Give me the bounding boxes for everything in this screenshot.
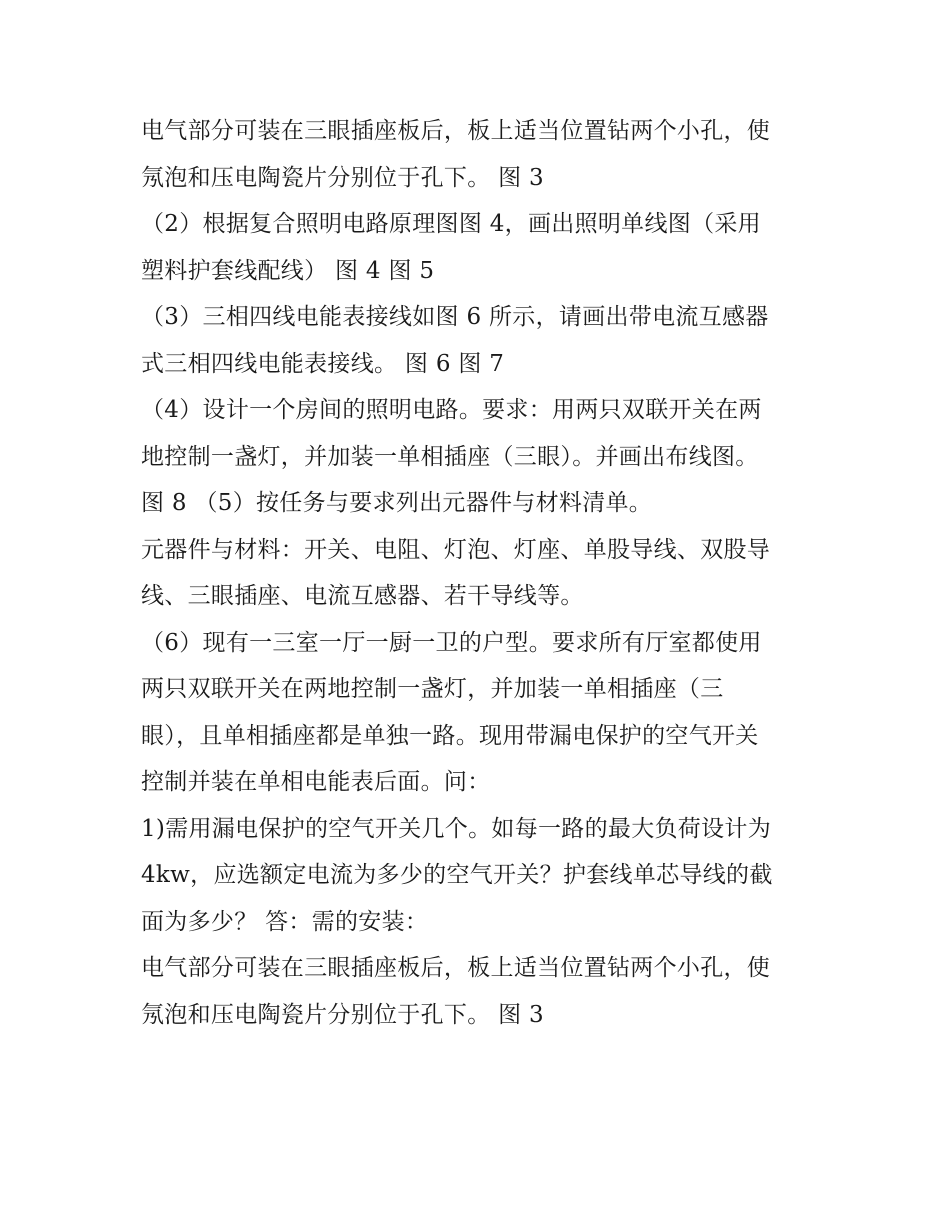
text-line: 1)需用漏电保护的空气开关几个。如每一路的最大负荷设计为 bbox=[141, 815, 772, 842]
text-line: （4）设计一个房间的照明电路。要求：用两只双联开关在两 bbox=[141, 397, 762, 423]
text-line: 电气部分可装在三眼插座板后，板上适当位置钻两个小孔，使 bbox=[141, 955, 771, 981]
text-line: 电气部分可装在三眼插座板后，板上适当位置钻两个小孔，使 bbox=[141, 118, 771, 144]
text-line: 图 8 （5）按任务与要求列出元器件与材料清单。 bbox=[141, 490, 653, 516]
text-line: 氖泡和压电陶瓷片分别位于孔下。 图 3 bbox=[141, 164, 544, 191]
text-line: 氖泡和压电陶瓷片分别位于孔下。 图 3 bbox=[141, 1001, 544, 1028]
text-line: 式三相四线电能表接线。 图 6 图 7 bbox=[141, 350, 505, 377]
text-line: 两只双联开关在两地控制一盏灯，并加装一单相插座（三 bbox=[141, 676, 724, 702]
text-line: 眼），且单相插座都是单独一路。现用带漏电保护的空气开关 bbox=[141, 722, 759, 749]
text-line: （2）根据复合照明电路原理图图 4，画出照明单线图（采用 bbox=[141, 211, 761, 237]
body-text bbox=[141, 108, 821, 1038]
text-line: 地控制一盏灯，并加装一单相插座（三眼）。并画出布线图。 bbox=[141, 443, 759, 470]
text-line: （6）现有一三室一厅一厨一卫的户型。要求所有厅室都使用 bbox=[141, 629, 762, 656]
text-line: 控制并装在单相电能表后面。问： bbox=[141, 769, 491, 795]
text-line: 塑料护套线配线） 图 4 图 5 bbox=[141, 257, 435, 284]
text-line: 4kw，应选额定电流为多少的空气开关？护套线单芯导线的截 bbox=[141, 862, 773, 888]
text-line: （3）三相四线电能表接线如图 6 所示，请画出带电流互感器 bbox=[141, 304, 769, 330]
text-line: 面为多少？ 答：需的安装： bbox=[141, 908, 429, 935]
text-line: 元器件与材料：开关、电阻、灯泡、灯座、单股导线、双股导 bbox=[141, 536, 771, 563]
text-line: 线、三眼插座、电流互感器、若干导线等。 bbox=[141, 583, 584, 609]
